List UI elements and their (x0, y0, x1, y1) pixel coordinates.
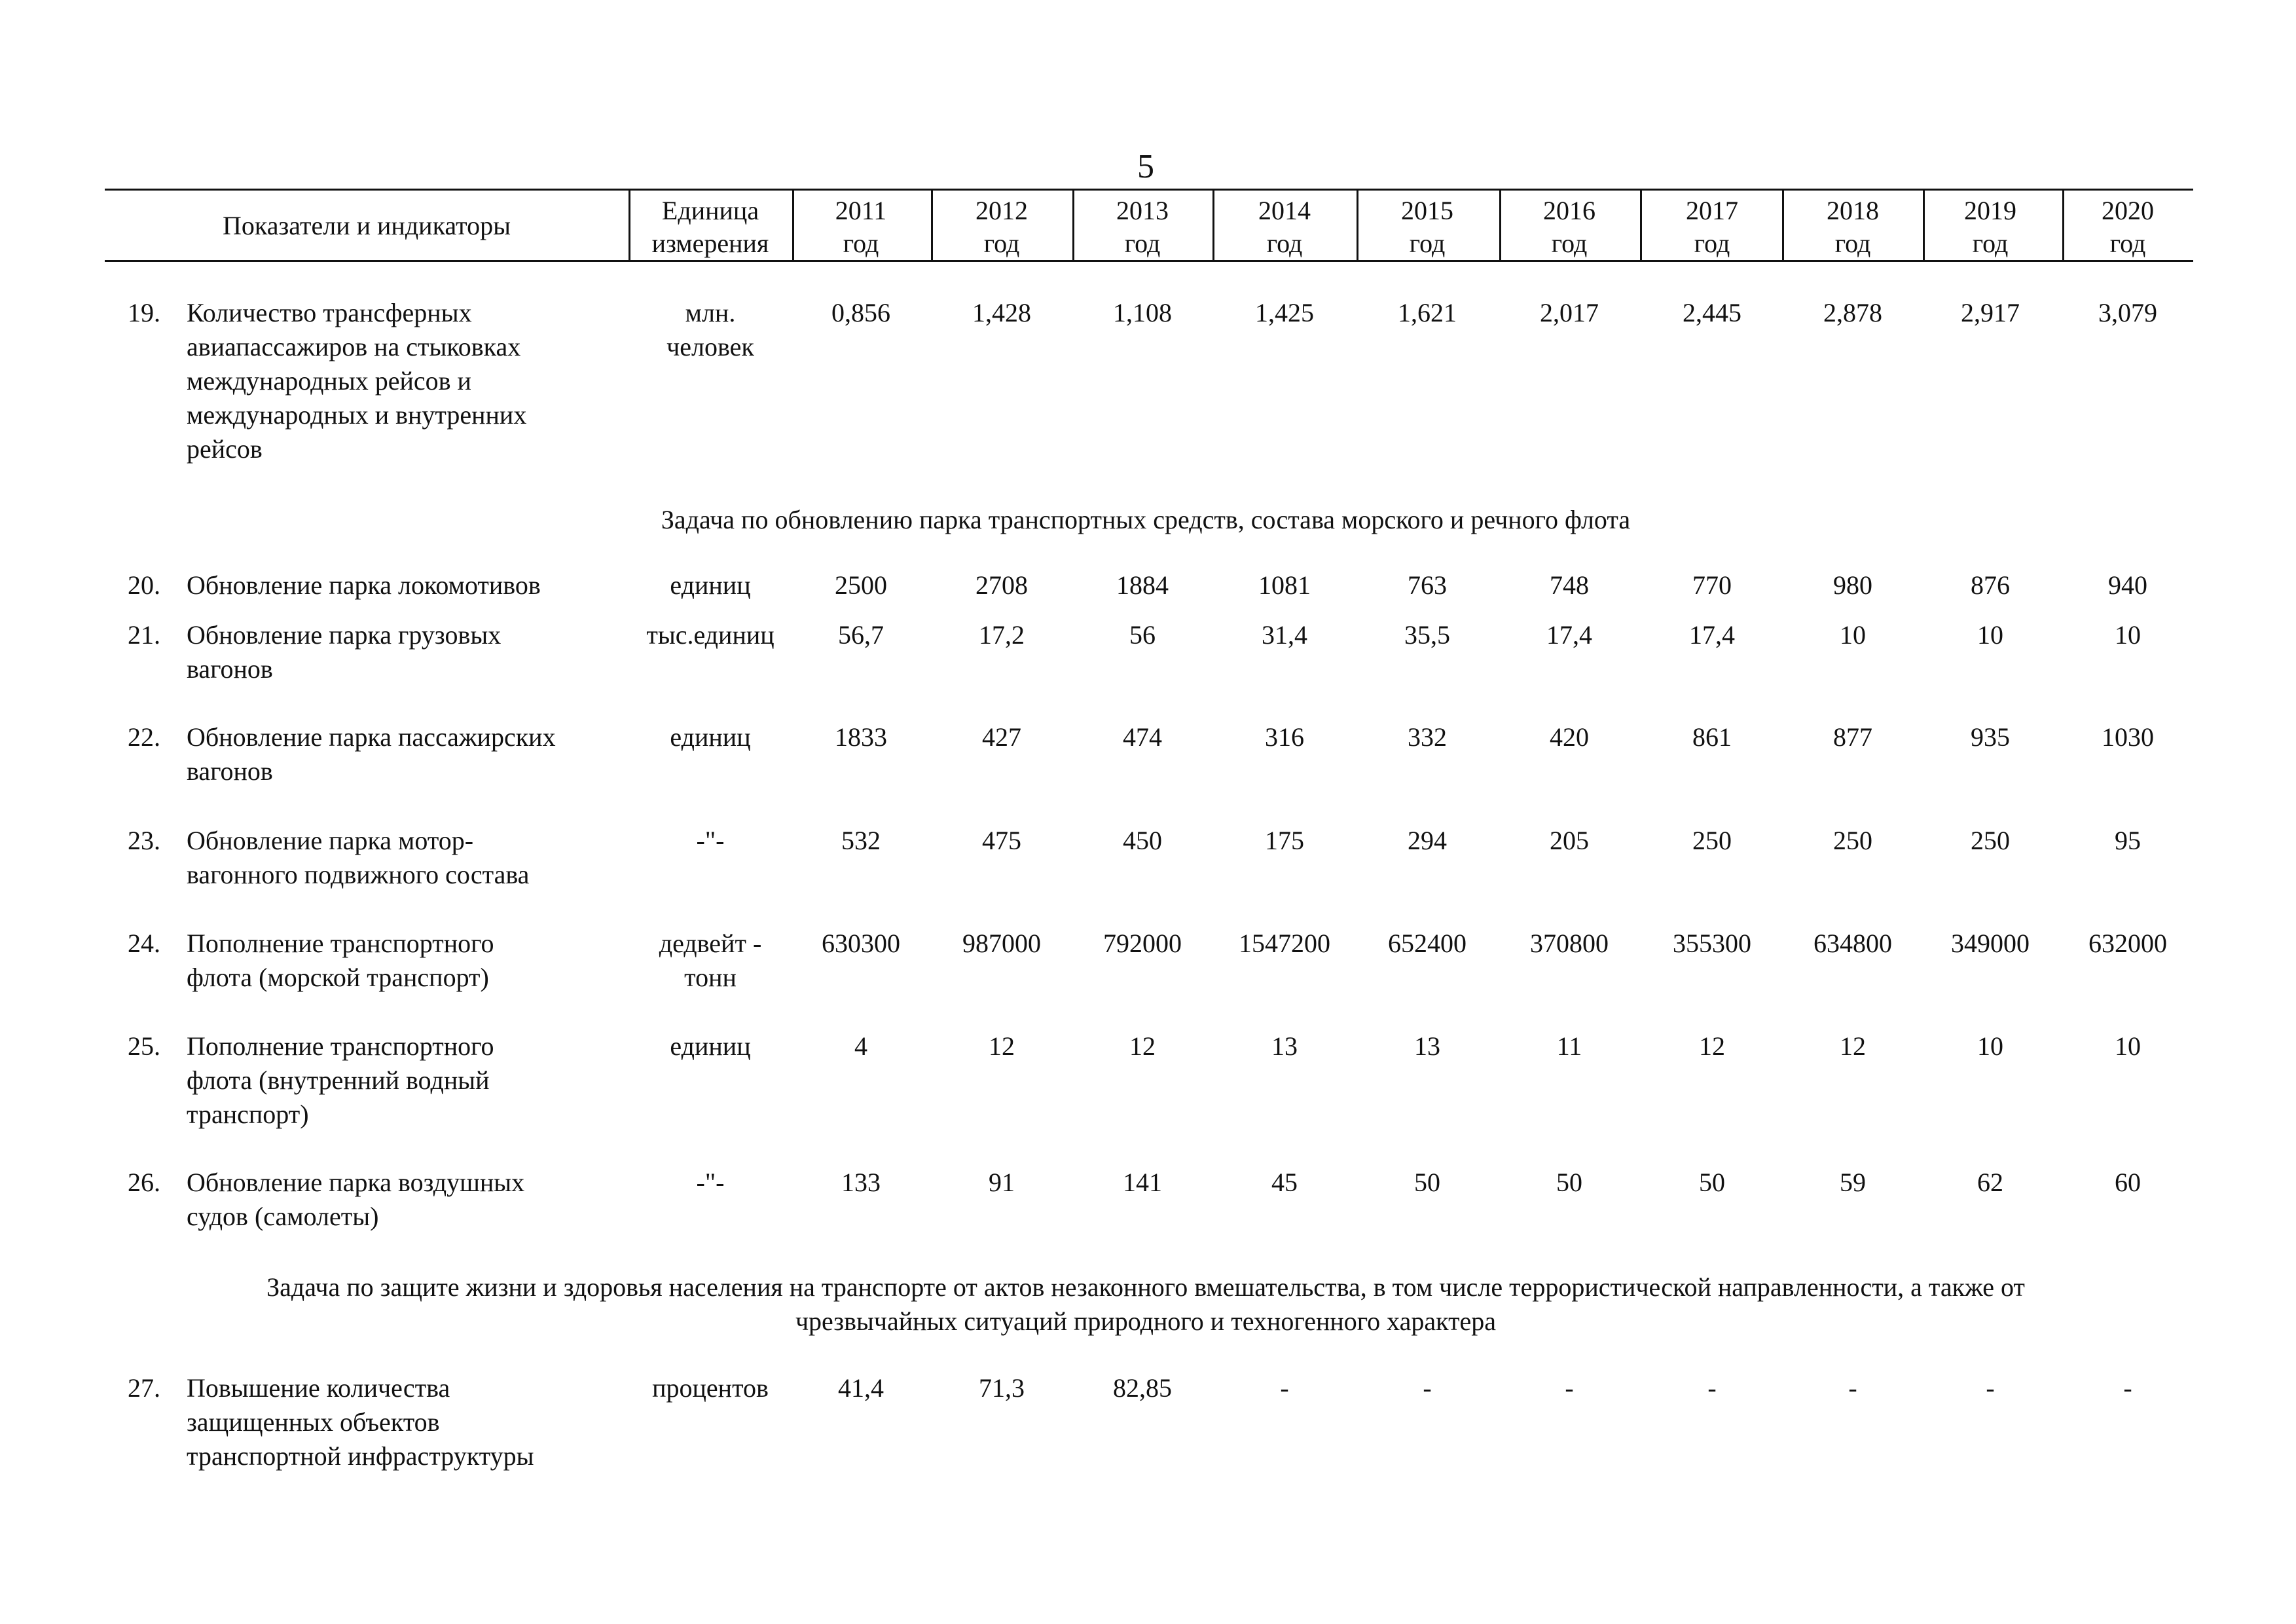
row-value-2016: 748 (1550, 570, 1589, 600)
row-value-2014: 31,4 (1262, 620, 1307, 650)
row-value-2015: 763 (1408, 570, 1447, 600)
header-year-suffix: год (1972, 229, 2009, 258)
row-unit: -"- (696, 1168, 725, 1197)
row-value-2018: 59 (1840, 1168, 1866, 1197)
row-value-2012: 2708 (975, 570, 1028, 600)
row-value-2011: 1833 (835, 722, 887, 752)
header-top-rule (105, 189, 2193, 191)
header-year-value: 2017 (1686, 196, 1738, 225)
header-year-2016 (1501, 191, 1638, 263)
row-value-2011: 532 (841, 826, 881, 855)
row-value-2014: 13 (1271, 1031, 1298, 1061)
row-value-2019: 935 (1971, 722, 2010, 752)
row-value-2016: 205 (1550, 826, 1589, 855)
header-year-value: 2015 (1401, 196, 1453, 225)
row-number: 27. (128, 1373, 160, 1403)
row-indicator-name: авиапассажиров на стыковках (187, 332, 521, 361)
header-year-2015 (1358, 191, 1496, 263)
row-value-2013: 792000 (1103, 929, 1182, 958)
row-value-2011: 4 (854, 1031, 867, 1061)
row-value-2014: 175 (1265, 826, 1304, 855)
row-value-2015: 50 (1414, 1168, 1440, 1197)
row-value-2014: - (1280, 1373, 1289, 1403)
row-value-2015: 35,5 (1404, 620, 1450, 650)
header-year-suffix: год (1694, 229, 1730, 258)
header-year-suffix: год (843, 229, 879, 258)
row-indicator-name: Количество трансферных (187, 298, 472, 327)
header-year-2011 (792, 191, 930, 263)
header-year-suffix: год (1409, 229, 1446, 258)
row-indicator-name: международных и внутренних (187, 400, 527, 430)
row-value-2015: - (1423, 1373, 1432, 1403)
row-value-2012: 12 (989, 1031, 1015, 1061)
row-value-2016: 420 (1550, 722, 1589, 752)
row-indicator-name: Обновление парка мотор- (187, 826, 474, 855)
column-separator (1923, 190, 1925, 261)
row-value-2017: 770 (1692, 570, 1732, 600)
row-value-2014: 316 (1265, 722, 1304, 752)
row-indicator-name: Обновление парка грузовых (187, 620, 501, 650)
row-value-2017: 2,445 (1683, 298, 1741, 327)
row-value-2011: 56,7 (838, 620, 884, 650)
header-year-value: 2013 (1116, 196, 1169, 225)
row-unit: процентов (652, 1373, 769, 1403)
row-value-2011: 0,856 (831, 298, 890, 327)
row-value-2018: 12 (1840, 1031, 1866, 1061)
row-value-2017: 861 (1692, 722, 1732, 752)
row-value-2019: 876 (1971, 570, 2010, 600)
row-unit: -"- (696, 826, 725, 855)
section-title-safety-line1: Задача по защите жизни и здоровья населения на транспорте от актов незаконного вмешательства, в том числе террористической направленности, а также от (266, 1272, 2025, 1302)
row-value-2013: 474 (1123, 722, 1162, 752)
column-separator (792, 190, 794, 261)
row-value-2016: 370800 (1530, 929, 1609, 958)
row-value-2020: 95 (2115, 826, 2141, 855)
row-indicator-name: Повышение количества (187, 1373, 450, 1403)
row-unit: млн. (685, 298, 736, 327)
row-value-2012: 91 (989, 1168, 1015, 1197)
row-value-2013: 141 (1123, 1168, 1162, 1197)
row-value-2013: 12 (1129, 1031, 1156, 1061)
row-value-2018: 10 (1840, 620, 1866, 650)
row-indicator-name: транспортной инфраструктуры (187, 1441, 534, 1471)
row-value-2017: 50 (1699, 1168, 1725, 1197)
row-value-2017: 12 (1699, 1031, 1725, 1061)
header-year-2019 (1922, 191, 2059, 263)
row-value-2018: 634800 (1813, 929, 1892, 958)
row-value-2018: 980 (1833, 570, 1872, 600)
row-value-2020: 940 (2108, 570, 2147, 600)
row-value-2016: 50 (1556, 1168, 1582, 1197)
row-number: 24. (128, 929, 160, 958)
row-number: 23. (128, 826, 160, 855)
row-value-2012: 1,428 (972, 298, 1031, 327)
header-year-suffix: год (1266, 229, 1303, 258)
row-value-2017: 355300 (1673, 929, 1751, 958)
row-indicator-name: международных рейсов и (187, 366, 471, 396)
column-separator (2062, 190, 2064, 261)
row-unit: единиц (670, 570, 751, 600)
row-unit: единиц (670, 722, 751, 752)
header-year-2013 (1074, 191, 1211, 263)
row-value-2018: 2,878 (1823, 298, 1882, 327)
row-value-2016: 11 (1556, 1031, 1582, 1061)
column-separator (1212, 190, 1214, 261)
row-value-2019: 250 (1971, 826, 2010, 855)
column-separator (1357, 190, 1358, 261)
row-indicator-name: вагонного подвижного состава (187, 860, 530, 889)
header-unit (629, 191, 792, 263)
header-year-value: 2014 (1258, 196, 1311, 225)
row-value-2013: 1,108 (1113, 298, 1172, 327)
row-value-2019: - (1986, 1373, 1995, 1403)
row-value-2013: 82,85 (1113, 1373, 1172, 1403)
row-value-2011: 630300 (822, 929, 900, 958)
row-value-2012: 427 (982, 722, 1021, 752)
row-value-2014: 45 (1271, 1168, 1298, 1197)
row-unit: тыс.единиц (646, 620, 774, 650)
column-separator (1782, 190, 1784, 261)
section-title-fleet: Задача по обновлению парка транспортных средств, состава морского и речного флота (661, 505, 1631, 534)
header-year-value: 2019 (1964, 196, 2016, 225)
row-indicator-name: флота (внутренний водный (187, 1065, 490, 1095)
header-unit-line2: измерения (651, 229, 769, 258)
header-year-2014 (1216, 191, 1353, 263)
row-number: 22. (128, 722, 160, 752)
row-value-2019: 62 (1977, 1168, 2003, 1197)
row-value-2017: 250 (1692, 826, 1732, 855)
row-value-2019: 10 (1977, 1031, 2003, 1061)
row-value-2015: 13 (1414, 1031, 1440, 1061)
header-year-value: 2020 (2102, 196, 2154, 225)
row-value-2015: 294 (1408, 826, 1447, 855)
header-year-value: 2018 (1827, 196, 1879, 225)
row-value-2020: 3,079 (2098, 298, 2157, 327)
row-value-2016: - (1565, 1373, 1574, 1403)
row-indicator-name: рейсов (187, 434, 263, 464)
row-value-2019: 2,917 (1961, 298, 2020, 327)
row-number: 21. (128, 620, 160, 650)
header-year-value: 2012 (975, 196, 1028, 225)
row-value-2011: 41,4 (838, 1373, 884, 1403)
row-indicator-name: транспорт) (187, 1099, 309, 1129)
row-number: 25. (128, 1031, 160, 1061)
row-value-2011: 133 (841, 1168, 881, 1197)
header-year-value: 2011 (835, 196, 887, 225)
row-value-2014: 1547200 (1239, 929, 1330, 958)
row-value-2018: 877 (1833, 722, 1872, 752)
row-value-2015: 1,621 (1398, 298, 1457, 327)
header-unit-line1: Единица (661, 196, 759, 225)
row-value-2012: 987000 (962, 929, 1041, 958)
row-value-2017: - (1707, 1373, 1717, 1403)
row-value-2012: 71,3 (979, 1373, 1025, 1403)
row-value-2015: 332 (1408, 722, 1447, 752)
row-value-2012: 475 (982, 826, 1021, 855)
row-value-2019: 10 (1977, 620, 2003, 650)
row-indicator-name: Обновление парка воздушных (187, 1168, 525, 1197)
page-number: 5 (1137, 148, 1154, 185)
row-indicator-name: Пополнение транспортного (187, 1031, 494, 1061)
row-value-2018: - (1848, 1373, 1857, 1403)
row-unit: тонн (684, 963, 737, 992)
row-indicator-name: защищенных объектов (187, 1407, 440, 1437)
row-value-2016: 2,017 (1540, 298, 1599, 327)
row-value-2013: 56 (1129, 620, 1156, 650)
section-title-safety-line2: чрезвычайных ситуаций природного и техногенного характера (795, 1306, 1497, 1336)
row-value-2016: 17,4 (1546, 620, 1592, 650)
header-year-suffix: год (983, 229, 1020, 258)
column-separator (629, 190, 630, 261)
row-indicator-name: Обновление парка локомотивов (187, 570, 541, 600)
header-year-suffix: год (1124, 229, 1161, 258)
row-unit: дедвейт - (659, 929, 762, 958)
row-unit: человек (666, 332, 754, 361)
column-separator (931, 190, 933, 261)
row-number: 26. (128, 1168, 160, 1197)
row-value-2020: - (2123, 1373, 2132, 1403)
row-indicator-name: Пополнение транспортного (187, 929, 494, 958)
column-separator (1072, 190, 1074, 261)
row-value-2019: 349000 (1951, 929, 2030, 958)
row-indicator-name: вагонов (187, 654, 273, 684)
row-value-2017: 17,4 (1689, 620, 1735, 650)
row-number: 19. (128, 298, 160, 327)
row-value-2020: 10 (2115, 1031, 2141, 1061)
row-indicator-name: судов (самолеты) (187, 1202, 379, 1231)
row-value-2020: 10 (2115, 620, 2141, 650)
header-year-suffix: год (2109, 229, 2146, 258)
column-separator (1499, 190, 1501, 261)
header-year-2020 (2059, 191, 2196, 263)
header-year-2017 (1643, 191, 1781, 263)
header-year-suffix: год (1551, 229, 1588, 258)
row-value-2020: 1030 (2102, 722, 2154, 752)
row-value-2013: 1884 (1116, 570, 1169, 600)
row-indicator-name: вагонов (187, 756, 273, 786)
header-year-2018 (1784, 191, 1922, 263)
header-indicators: Показатели и индикаторы (223, 211, 511, 240)
header-year-suffix: год (1834, 229, 1871, 258)
column-separator (1640, 190, 1642, 261)
row-value-2015: 652400 (1388, 929, 1467, 958)
header-year-2012 (933, 191, 1070, 263)
row-value-2011: 2500 (835, 570, 887, 600)
header-year-value: 2016 (1543, 196, 1595, 225)
row-value-2014: 1,425 (1255, 298, 1314, 327)
row-indicator-name: флота (морской транспорт) (187, 963, 489, 992)
row-value-2013: 450 (1123, 826, 1162, 855)
row-value-2012: 17,2 (979, 620, 1025, 650)
row-value-2020: 60 (2115, 1168, 2141, 1197)
row-number: 20. (128, 570, 160, 600)
row-unit: единиц (670, 1031, 751, 1061)
row-value-2018: 250 (1833, 826, 1872, 855)
row-indicator-name: Обновление парка пассажирских (187, 722, 556, 752)
row-value-2014: 1081 (1258, 570, 1311, 600)
row-value-2020: 632000 (2088, 929, 2167, 958)
